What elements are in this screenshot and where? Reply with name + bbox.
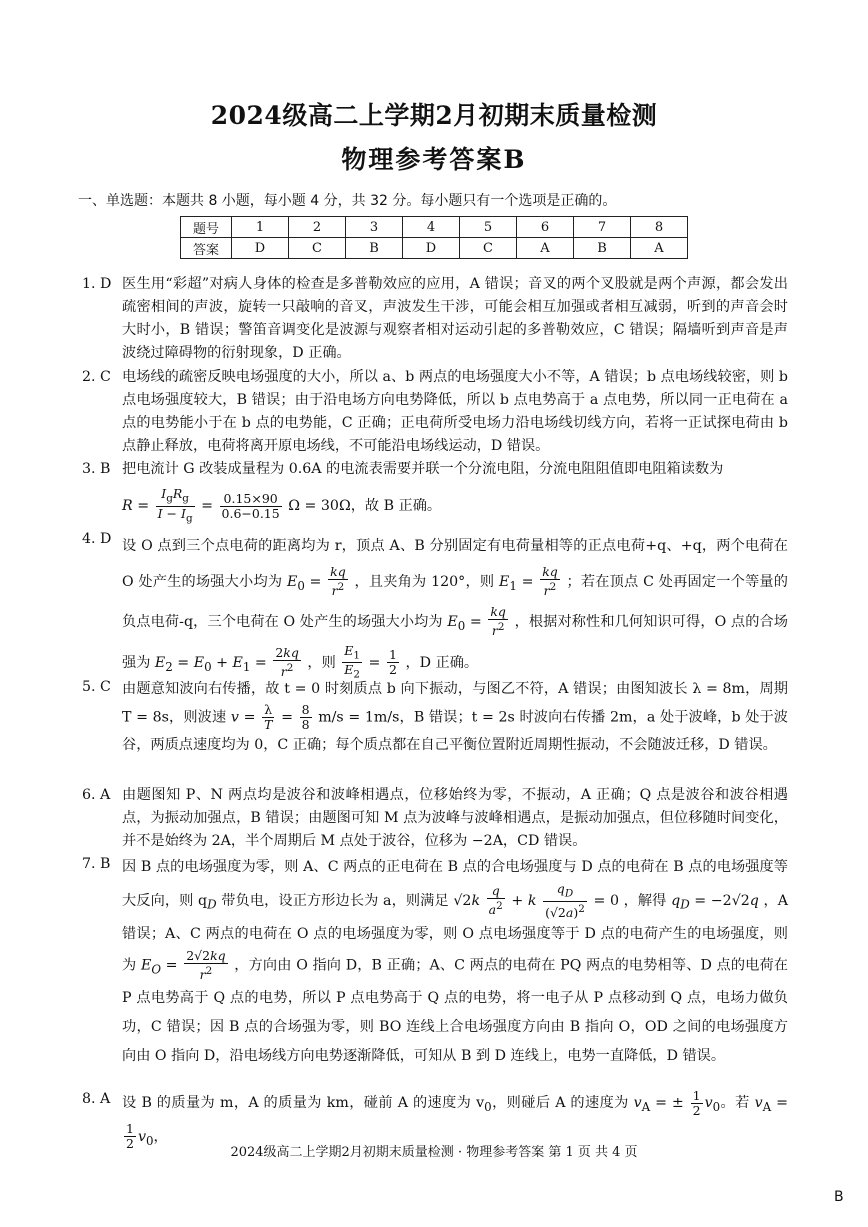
formula-fraction: $\frac{kq}{r^2}$ (490, 604, 506, 639)
answer-item-3 (82, 458, 788, 525)
table-cell: A (631, 238, 688, 259)
item-text: Ω = 30Ω，故 B 正确。 (288, 498, 442, 514)
table-cell: D (232, 238, 289, 259)
item-number: 1. D (82, 276, 112, 292)
item-text: ，方向由 O 指向 D，B 正确；A、C 两点的电荷在 PQ 两点的电势相等、D 点的电荷在 P 点电势高于 Q 点的电势，所以 P 点电势高于 Q 点的电势，将一电子从 P 点移动到 Q 点，电场力做负功，C 错误；因 B 点的合场强为零，则 BO 连线上合电场强度方向由 B 指向 O，OD 之间的电场强度方向由 O 指向 D，沿电场线方向电势逐渐降低，可知从 B 到 D 连线上，电势一直降低，D 错误。 (122, 957, 788, 1065)
answer-item-6 (82, 784, 788, 853)
item-text: 医生用“彩超”对病人身体的检查是多普勒效应的应用，A 错误；音叉的两个叉股就是两个声源，都会发出疏密相间的声波，旋转一只敲响的音叉，声波发生干涉，可能会相互加强或者相互减弱，听到的声音会时大时小，B 错误；警笛音调变化是波源与观察者相对运动引起的多普勒效应，C 错误；隔墙听到声音是声波绕过障碍物的衍射现象，D 正确。 (122, 276, 788, 361)
item-number: 7. B (82, 856, 111, 872)
table-cell: B (346, 238, 403, 259)
item-number: 6. A (82, 787, 111, 803)
item-text: 设 O 点到三个点电荷的距离均为 r，顶点 A、B 分别固定有电荷量相等的正点电荷+q、+q，两个电荷在 O 处产生的场强大小均为 (122, 538, 788, 590)
item-text: ，且夹角为 120°，则 (354, 574, 495, 590)
section-heading: 一、单选题：本题共 8 小题，每小题 4 分，共 32 分。每小题只有一个选项是正确的。 (78, 193, 617, 209)
answer-table (180, 216, 688, 259)
table-cell: A (517, 238, 574, 259)
table-cell: 4 (403, 217, 460, 238)
item-text: 因 B 点的电场强度为零，则 A、C 两点的正电荷在 B 点的合电场强度与 D 点的电荷在 B 点的电场强度等大反向，则 q (122, 859, 788, 909)
table-cell: 6 (517, 217, 574, 238)
item-text: 由题图知 P、N 两点均是波谷和波峰相遇点，位移始终为零，不振动，A 正确；Q 点是波谷和波谷相遇点，为振动加强点，B 错误；由题图可知 M 点为波峰与波峰相遇点，是振动加强点，但位移随时间变化，并不是始终为 2A，半个周期后 M 点处于波谷，位移为 −2A，CD 错误。 (122, 787, 788, 849)
table-cell: D (403, 238, 460, 259)
item-number: 4. D (82, 531, 112, 547)
formula-fraction: $\frac{0.15\times 90}{0.6-0.15}$ (221, 490, 280, 521)
formula-fraction: $\frac{q_D}{(√2a)^2}$ (545, 881, 585, 920)
formula-fraction: $\frac{\lambda}{T}$ (264, 702, 273, 732)
document-title: 2024级高二上学期2月初期末质量检测 (210, 101, 658, 130)
item-text: 把电流计 G 改装成量程为 0.6A 的电流表需要并联一个分流电阻，分流电阻阻值即电阻箱读数为 (122, 461, 724, 477)
answer-item-5: 5. C 由题意知波向右传播，故 t = 0 时刻质点 b 向下振动，与图乙不符，A 错误；由图知波长 λ = 8m，周期 T = 8s，则波速 v = $\frac{\lambda}{T}$ = $\frac{8}{8}$ m/s = 1m/s，B 错误；t = 2s 时波向右传播 2m，a 处于波峰，b 处于波谷，两质点速度均为 0，C 正确；每个质点都在自己平衡位置附近周期性振动，不会随波迁移，D 错误。 (82, 676, 788, 759)
table-cell: B (574, 238, 631, 259)
item-text: ，解得 (623, 892, 667, 909)
item-text: ；若在顶点 C 处再固定一个等量的负点电荷-q，三个电荷在 O 处产生的场强大小均为 (122, 574, 788, 630)
item-number: 5. C (82, 679, 111, 695)
formula-fraction: $\frac{2kq}{r^2}$ (275, 645, 299, 680)
item-text: 设 B 的质量为 m，A 的质量为 km，碰前 A 的速度为 v (122, 1095, 485, 1111)
table-cell: C (460, 238, 517, 259)
item-text: 。若 (720, 1095, 750, 1111)
answer-item-7: 7. B 因 B 点的电场强度为零，则 A、C 两点的正电荷在 B 点的合电场强度与 D 点的电荷在 B 点的电场强度等大反向，则 $q_D$ 带负电，设正方形边长为 a，则满足 √2k $\frac{q}{a^2}$ + k $\frac{q_D}{(√2a)^2}$ = 0 ，解得 $q_D = -2√2q$ ，A 错误；A、C 两点的电荷在 O 点的电场强度为零，则 O 点电场强度等于 D 点的电荷产生的电场强度，则为 $E_O$ = $\frac{2√2kq}{r^2}$ ，方向由 O 指向 D，B 正确；A、C 两点的电荷在 PQ 两点的电势相等、D 点的电荷在 P 点电势高于 Q 点的电势，所以 P 点电势高于 Q 点的电势，将一电子从 P 点移动到 Q 点，电场力做负功，C 错误；因 B 点的合场强为零，则 BO 连线上合电场强度方向由 B 指向 O，OD 之间的电场强度方向由 O 指向 D，沿电场线方向电势逐渐降低，可知从 B 到 D 连线上，电势一直降低，D 错误。 (82, 853, 788, 1071)
formula-fraction: $\frac{2√2kq}{r^2}$ (186, 947, 226, 982)
formula-fraction: $\frac{1}{2}$ (126, 1121, 134, 1152)
table-header-cell: 答案 (181, 238, 232, 259)
item-text: 由题意知波向右传播，故 t = 0 时刻质点 b 向下振动，与图乙不符，A 错误；由图知波长 λ = 8m，周期 T = 8s，则波速 (122, 681, 788, 726)
answer-item-4: 4. D 设 O 点到三个点电荷的距离均为 r，顶点 A、B 分别固定有电荷量相等的正点电荷+q、+q，两个电荷在 O 处产生的场强大小均为 $E_0$ = $\frac{kq}{r^2}$ ，且夹角为 120°，则 $E_1$ = $\frac{kq}{r^2}$ ；若在顶点 C 处再固定一个等量的负点电荷-q，三个电荷在 O 处产生的场强大小均为 $E_0$ = $\frac{kq}{r^2}$ ，根据对称性和几何知识可得，O 点的合场强为 $E_2 = E_0 + E_1$ = $\frac{2kq}{r^2}$ ，则 $\frac{E_1}{E_2}$ = $\frac{1}{2}$ ，D 正确。 (82, 528, 788, 684)
table-cell: 3 (346, 217, 403, 238)
formula-fraction: $\frac{q}{a^2}$ (488, 883, 503, 918)
table-cell: 2 (289, 217, 346, 238)
table-header-cell: 题号 (181, 217, 232, 238)
item-text: ，A 错误；A、C 两点的电荷在 O 点的电场强度为零，则 O 点电场强度等于 D 点的电荷产生的电场强度，则为 (122, 892, 789, 974)
page-footer: 2024级高二上学期2月初期末质量检测 · 物理参考答案 第 1 页 共 4 页 (230, 1145, 638, 1160)
answer-item-2 (82, 366, 788, 458)
table-cell: 8 (631, 217, 688, 238)
answer-item-8: 8. A 设 B 的质量为 m，A 的质量为 km，碰前 A 的速度为 $v_0$，则碰后 A 的速度为 $v_A$ = ± $\frac{1}{2}$ $v_0$。若 $v_A$ = $\frac{1}{2}$ $v_0$， (82, 1087, 788, 1152)
table-row (181, 238, 688, 259)
formula-fraction: $\frac{1}{2}$ (388, 647, 397, 678)
item-text: 电场线的疏密反映电场强度的大小，所以 a、b 两点的电场强度大小不等，A 错误；b 点电场线较密，则 b 点电场强度较大，B 错误；由于沿电场方向电势降低，所以 b 点电势高于 a 点电势，所以同一正电荷在 a 点的电势能小于在 b 点的电势能，C 正确；正电荷所受电场力沿电场线切线方向，若将一正试探电荷由 b 点静止释放，电荷将离开原电场线，不可能沿电场线运动，D 错误。 (122, 369, 788, 454)
formula-fraction: $\frac{kq}{r^2}$ (330, 564, 346, 599)
answer-item-1 (82, 273, 788, 365)
item-text: ，D 正确。 (405, 654, 479, 671)
document-subtitle: 物理参考答案B (341, 145, 527, 174)
formula-fraction: $\frac{I_gR_g}{I - I_g}$ (157, 486, 193, 524)
item-number: 2. C (82, 369, 111, 385)
item-text: ，根据对称性和几何知识可得，O 点的合场强为 (122, 613, 788, 671)
table-cell: 1 (232, 217, 289, 238)
formula-fraction: $\frac{1}{2}$ (692, 1087, 701, 1118)
formula-line: R = $\frac{I_gR_g}{I - I_g}$ = $\frac{0.15\times 90}{0.6-0.15}$ Ω = 30Ω，故 B 正确。 (122, 486, 442, 524)
item-number: 3. B (82, 461, 111, 477)
item-number: 8. A (82, 1091, 111, 1107)
item-text: m/s = 1m/s，B 错误；t = 2s 时波向右传播 2m，a 处于波峰，b 处于波谷，两质点速度均为 0，C 正确；每个质点都在自己平衡位置附近周期性振动，不会随波迁移，D 错误。 (122, 709, 788, 753)
item-text: ，则碰后 A 的速度为 (491, 1095, 629, 1111)
formula-fraction: $\frac{8}{8}$ (301, 702, 310, 732)
formula-fraction: $\frac{E_1}{E_2}$ (344, 642, 361, 681)
corner-mark: B (834, 1189, 844, 1205)
item-text: ，则 (307, 654, 336, 671)
item-text: 带负电，设正方形边长为 a，则满足 (221, 892, 449, 909)
table-cell: C (289, 238, 346, 259)
formula-fraction: $\frac{kq}{r^2}$ (542, 564, 558, 599)
table-row (181, 217, 688, 238)
table-cell: 7 (574, 217, 631, 238)
table-cell: 5 (460, 217, 517, 238)
